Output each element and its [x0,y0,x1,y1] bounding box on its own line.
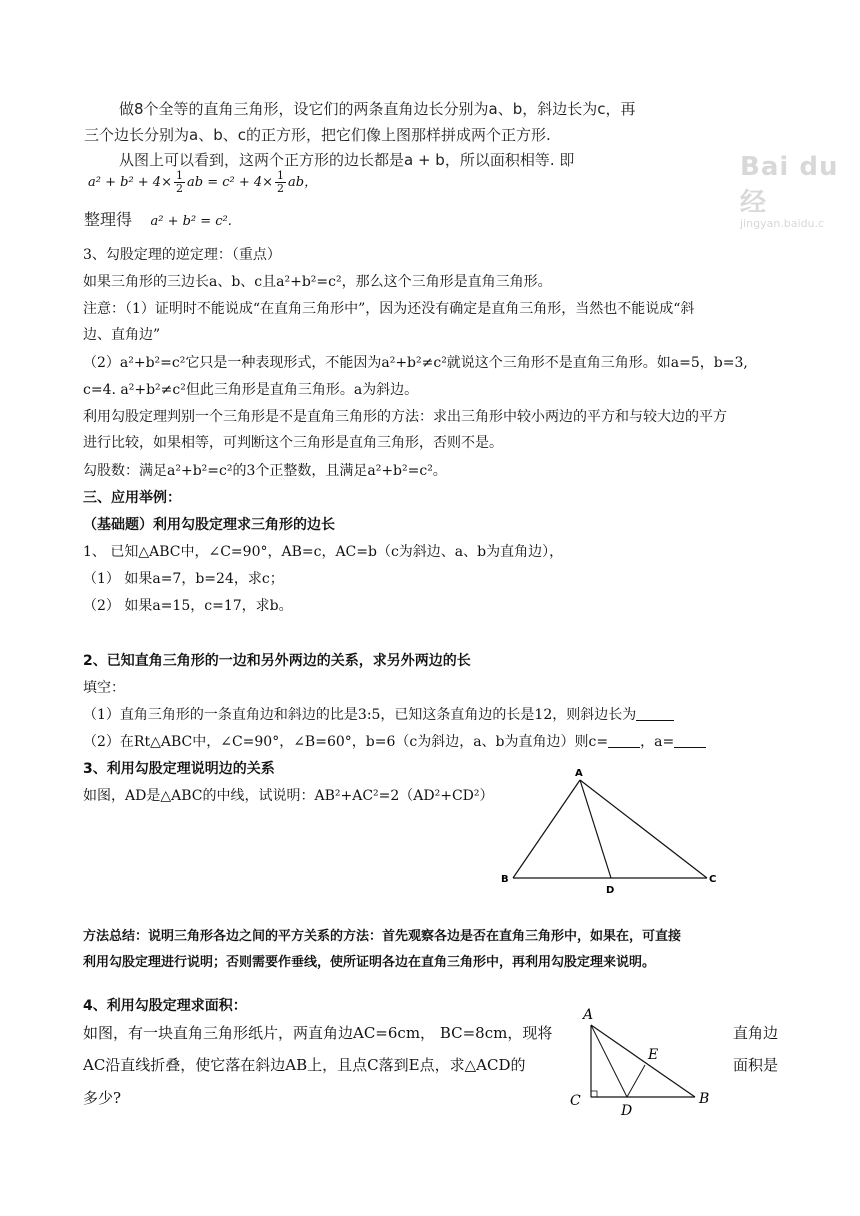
fold-line-ad [591,1025,627,1097]
frac-num: 1 [175,169,183,182]
scan-line-3: 从图上可以看到，这两个正方形的边长都是a + b，所以面积相等. 即 [119,151,575,169]
q4-heading: 4、利用勾股定理求面积： [83,998,247,1014]
q2a-text: （1）直角三角形的一条直角边和斜边的比是3:5，已知这条直角边的长是12，则斜边长为 [83,707,637,723]
q4-line-2: AC沿直线折叠，使它落在斜边AB上，且点C落到E点，求△ACD的 [83,1056,526,1074]
label-e: E [648,1047,659,1063]
label-d: D [606,885,615,896]
frac-num: 1 [277,169,285,182]
s3-p3b: c=4. a²+b²≠c²但此三角形是直角三角形。a为斜边。 [83,382,419,398]
right-angle-mark [591,1091,597,1097]
scan-formula [88,170,317,195]
arrange-formula: a² + b² = c². [150,214,232,229]
q4-line-3: 多少? [83,1089,122,1107]
formula-end: ab [288,175,305,190]
q3-heading: 3、利用勾股定理说明边的关系 [83,761,275,777]
label-a: A [575,768,583,779]
q4-right-2: 面积是 [733,1056,779,1074]
q4-right-1: 直角边 [733,1024,779,1042]
label-c: C [570,1093,581,1109]
q2b-text-2: ，a= [640,734,675,750]
scan-line-2: 三个边长分别为a、b、c的正方形，把它们像上图那样拼成两个正方形. [84,126,551,144]
answer-blank-hypotenuse[interactable] [636,706,674,721]
fraction-half-1 [174,170,185,195]
s3-p1: 如果三角形的三边长a、b、c且a²+b²=c²，那么这个三角形是直角三角形。 [83,274,552,290]
app-heading: 三、应用举例： [83,490,181,506]
side-ac [580,780,707,878]
formula-mid: ab = c² + 4× [186,175,274,190]
baidu-watermark [740,152,860,230]
s3-p5: 勾股数：满足a²+b²=c²的3个正整数，且满足a²+b²=c²。 [83,463,447,479]
q2b [83,731,706,751]
s3-heading: 3、勾股定理的逆定理：（重点） [83,247,281,263]
formula-tail: ， [304,175,318,190]
basic-heading: （基础题）利用勾股定理求三角形的边长 [83,517,335,533]
fill-label: 填空： [83,680,125,696]
side-ab [591,1025,695,1097]
folded-triangle-figure [565,1003,725,1118]
label-d: D [621,1103,633,1118]
s3-p3a: （2）a²+b²=c²它只是一种表现形式，不能因为a²+b²≠c²就说这个三角形不是直角三角形。如a=5，b=3, [83,355,748,371]
q4-line-1: 如图，有一块直角三角形纸片，两直角边AC=6cm， BC=8cm，现将 [83,1024,553,1042]
label-a: A [583,1007,594,1023]
q2-heading: 2、已知直角三角形的一边和另外两边的关系，求另外两边的长 [83,653,471,669]
triangle-median-figure [495,766,725,896]
q1b: （2） 如果a=15，c=17，求b。 [83,598,293,614]
side-ab [513,780,580,878]
segment-de [627,1065,645,1097]
answer-blank-a[interactable] [674,733,706,748]
fraction-half-2 [275,170,286,195]
formula-left: a² + b² + 4× [88,175,172,190]
scan-line-1: 做8个全等的直角三角形，设它们的两条直角边长分别为a、b，斜边长为c，再 [119,100,636,118]
frac-den: 2 [175,182,183,195]
median-ad [580,780,611,878]
method-summary-2: 利用勾股定理进行说明；否则需要作垂线，使所证明各边在直角三角形中，再利用勾股定理来说明。 [83,955,656,970]
answer-blank-c[interactable] [608,733,640,748]
label-b: B [699,1091,710,1107]
frac-den: 2 [277,182,285,195]
s3-p4a: 利用勾股定理判别一个三角形是不是直角三角形的方法：求出三角形中较小两边的平方和与较大边的平方 [83,409,727,425]
q2a [83,704,674,724]
method-summary-1: 方法总结：说明三角形各边之间的平方关系的方法：首先观察各边是否在直角三角形中，如果在，可直接 [83,929,682,944]
s3-p2a: 注意：（1）证明时不能说成“在直角三角形中”，因为还没有确定是直角三角形，当然也不能说成“斜 [83,301,695,317]
s3-p2b: 边、直角边” [83,327,161,343]
watermark-big: Bai du 经 [740,152,839,218]
q3-text: 如图，AD是△ABC的中线，试说明：AB²+AC²=2（AD²+CD²） [83,788,494,804]
s3-p4b: 进行比较，如果相等，可判断这个三角形是直角三角形，否则不是。 [83,435,503,451]
q1a: （1） 如果a=7，b=24，求c； [83,571,284,587]
arrange-label: 整理得 [84,210,133,229]
label-b: B [501,874,509,885]
watermark-small: jingyan.baidu.c [740,217,825,230]
q2b-text-1: （2）在Rt△ABC中，∠C=90°，∠B=60°，b=6（c为斜边，a、b为直角边）则c= [83,734,609,750]
arrange-line [84,207,232,230]
label-c: C [709,874,717,885]
q1: 1、 已知△ABC中，∠C=90°，AB=c，AC=b（c为斜边、a、b为直角边）， [83,544,564,560]
